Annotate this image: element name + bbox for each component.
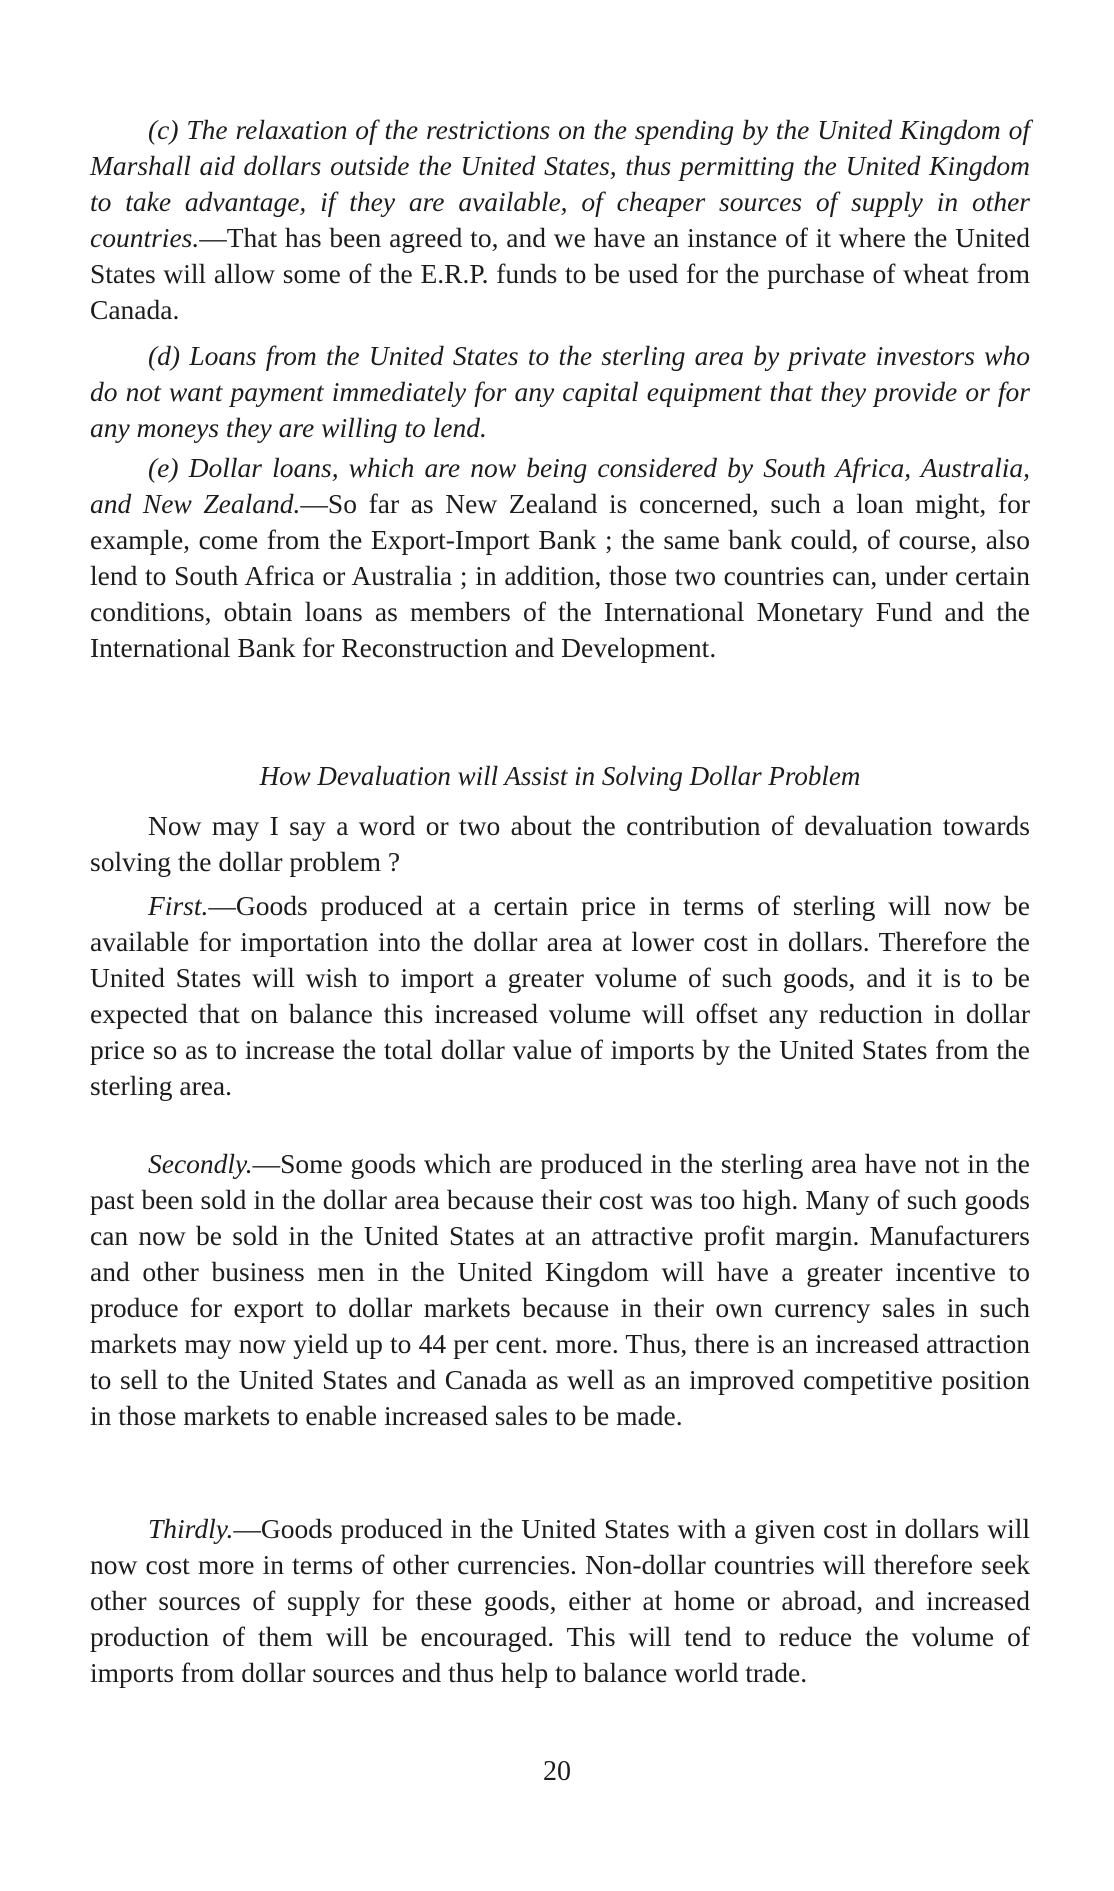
section-intro: Now may I say a word or two about the contribution of devaluation towards solving the dollar problem ?	[90, 810, 1030, 877]
paragraph-first-body: Goods produced at a certain price in terms of sterling will now be available for importation into the dollar area at lower cost in dollars. Therefore the United States will wish to import a greater volume of such goods, and it is to be expected that on balance this increased volume will offset any reduction in dollar price so as to increase the total dollar value of imports by the United States from the sterling area.	[90, 890, 1030, 1101]
paragraph-e-lead: (e) Dollar loans, which are now being considered by South Africa, Australia, and New Zealand.	[90, 452, 1030, 519]
paragraph-secondly-lead: Secondly.	[148, 1148, 253, 1179]
paragraph-thirdly-body: Goods produced in the United States with a given cost in dollars will now cost more in terms of other currencies. Non-dollar countries will therefore seek other sources of supply for these goods, either at home or abroad, and increased production of them will be encouraged. This will tend to reduce the volume of imports from dollar sources and thus help to balance world trade.	[90, 1513, 1030, 1688]
paragraph-e-body: So far as New Zealand is concerned, such a loan might, for example, come from the Export-Import Bank ; the same bank could, of course, also lend to South Africa or Australia ; in addition, those two countries can, under certain conditions, obtain loans as members of the International Monetary Fund and the International Bank for Reconstruction and Development.	[90, 488, 1030, 663]
paragraph-first	[90, 888, 1030, 1104]
paragraph-d	[90, 338, 1030, 446]
paragraph-thirdly-lead: Thirdly.	[148, 1513, 234, 1544]
paragraph-c-body: That has been agreed to, and we have an instance of it where the United States will allow some of the E.R.P. funds to be used for the purchase of wheat from Canada.	[90, 222, 1030, 325]
paragraph-first-dash: —	[208, 890, 236, 921]
section-heading: How Devaluation will Assist in Solving Dollar Problem	[259, 761, 861, 791]
page-number: 20	[543, 1756, 571, 1787]
paragraph-first-lead: First.	[148, 890, 209, 921]
paragraph-thirdly-dash: —	[233, 1513, 261, 1544]
paragraph-d-lead: (d) Loans from the United States to the sterling area by private investors who do not want payment immediately for any capital equipment that they provide or for any moneys they are willing to lend.	[90, 340, 1030, 443]
paragraph-e	[90, 450, 1030, 666]
paragraph-thirdly	[90, 1511, 1030, 1691]
paragraph-secondly-body: Some goods which are produced in the sterling area have not in the past been sold in the dollar area because their cost was too high. Many of such goods can now be sold in the United States at an attractive profit margin. Manufacturers and other business men in the United Kingdom will have a greater incentive to produce for export to dollar markets because in their own currency sales in such markets may now yield up to 44 per cent. more. Thus, there is an increased attraction to sell to the United States and Canada as well as an improved competitive position in those markets to enable increased sales to be made.	[90, 1148, 1030, 1431]
paragraph-c	[90, 112, 1030, 328]
paragraph-c-lead: (c) The relaxation of the restrictions on the spending by the United Kingdom of Marshall aid dollars outside the United States, thus permitting the United Kingdom to take advantage, if they are available, of cheaper sources of supply in other countries.	[90, 114, 1030, 253]
paragraph-secondly-dash: —	[252, 1148, 281, 1179]
paragraph-c-dash: —	[199, 222, 227, 253]
paragraph-secondly	[90, 1146, 1030, 1434]
paragraph-e-dash: —	[300, 488, 328, 519]
